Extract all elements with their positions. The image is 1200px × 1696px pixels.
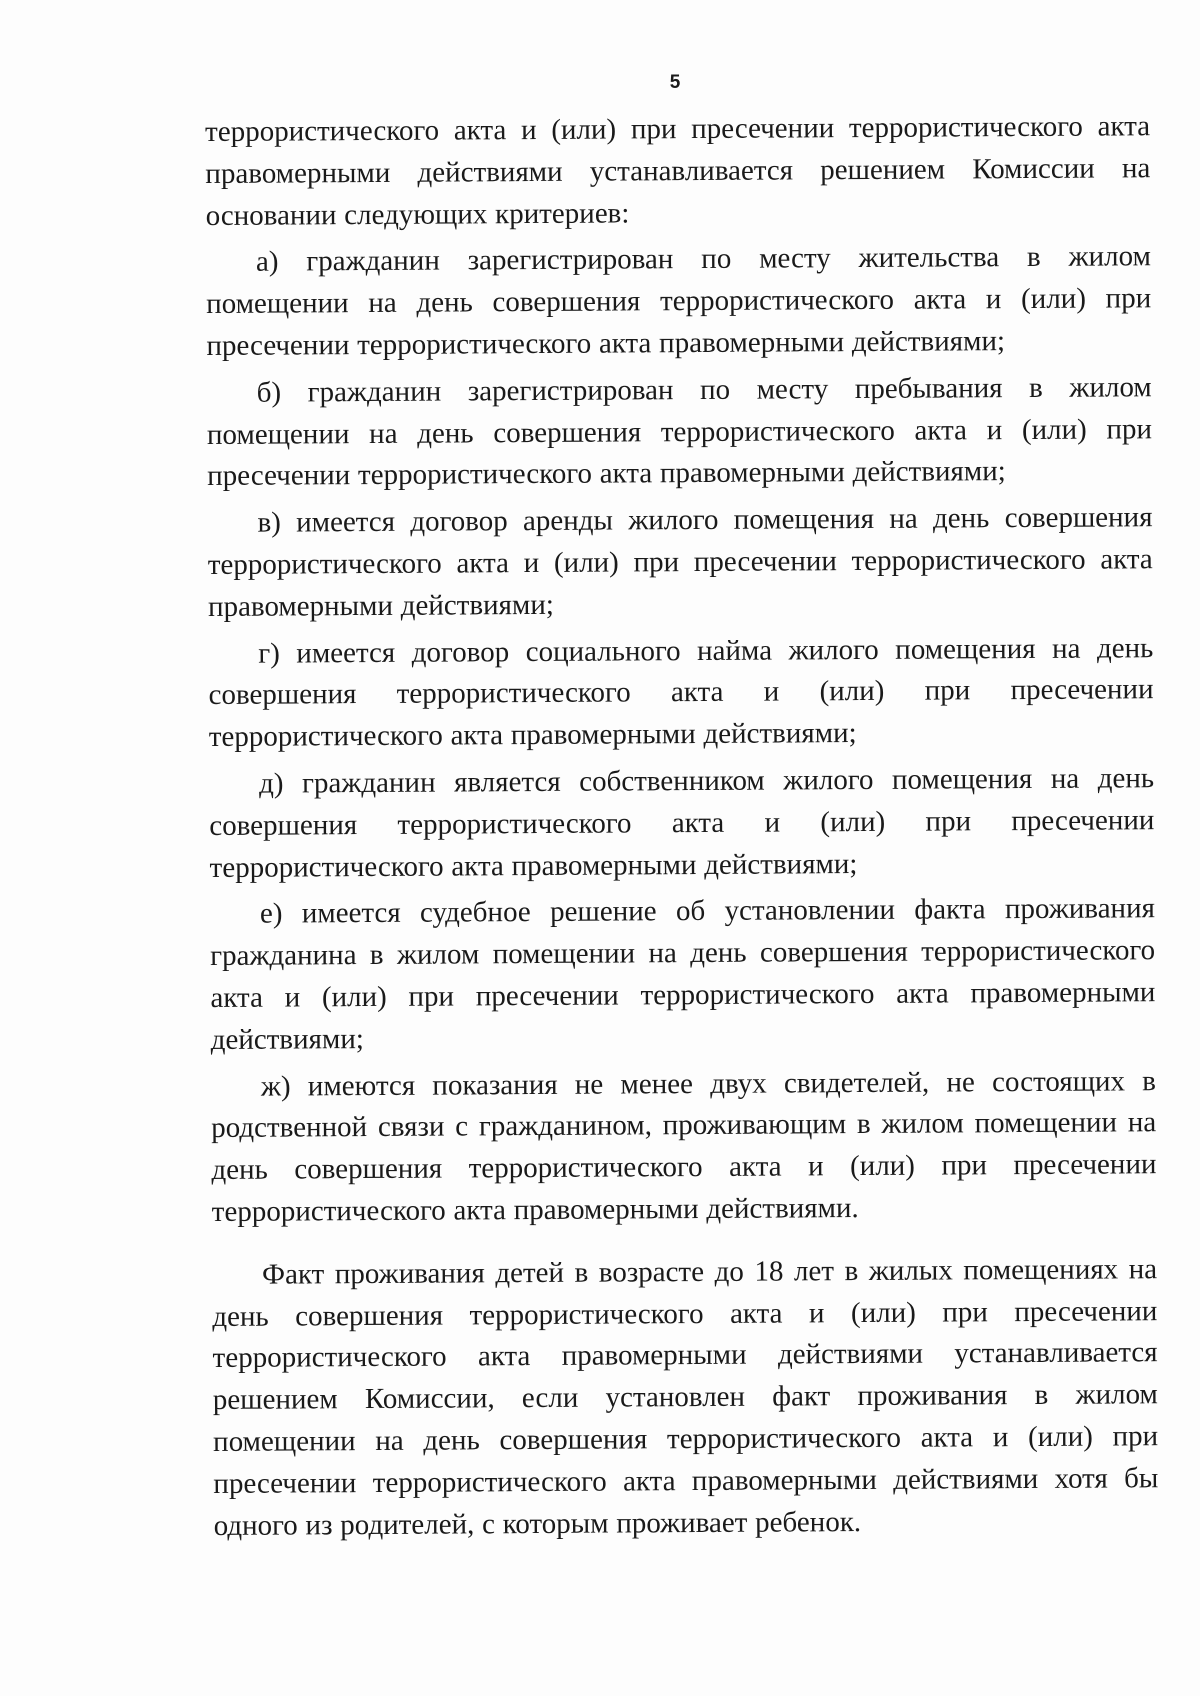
page-number: 5 xyxy=(669,72,681,93)
criterion-item-b: б) гражданин зарегистрирован по месту пребывания в жилом помещении на день совершения террористического акта и (или) при пресечении террористического акта правомерными действиями; xyxy=(206,371,1153,493)
paragraph-intro: террористического акта и (или) при пресечении террористического акта правомерными действиями устанавливается решением Комиссии на основании следующих критериев: xyxy=(205,110,1151,232)
criterion-item-g: г) имеется договор социального найма жилого помещения на день совершения террористического акта и (или) при пресечении террористического акта правомерными действиями; xyxy=(208,631,1154,754)
document-body xyxy=(205,106,1159,1547)
criterion-item-a: а) гражданин зарегистрирован по месту жительства в жилом помещении на день совершения террористического акта и (или) при пресечении террористического акта правомерными действиями; xyxy=(206,240,1152,362)
criterion-item-d: д) гражданин является собственником жилого помещения на день совершения террористического акта и (или) при пресечении террористического акта правомерными действиями; xyxy=(209,762,1155,884)
criterion-item-zh: ж) имеются показания не менее двух свидетелей, не состоящих в родственной связи с гражданином, проживающим в жилом помещении на день совершения террористического акта и (или) при пресечении террористического акта правомерными действиями. xyxy=(211,1064,1157,1228)
paragraph-children-residence: Факт проживания детей в возрасте до 18 лет в жилых помещениях на день совершения террористического акта и (или) при пресечении террористического акта правомерными действиями устанавливается решением Комиссии, если установлен факт проживания в жилом помещении на день совершения террористического акта и (или) при пресечении террористического акта правомерными действиями хотя бы одного из родителей, с которым проживает ребенок. xyxy=(212,1252,1159,1542)
criterion-item-v: в) имеется договор аренды жилого помещения на день совершения террористического акта и (или) при пресечении террористического акта правомерными действиями; xyxy=(207,501,1153,623)
criterion-item-e: е) имеется судебное решение об установлении факта проживания гражданина в жилом помещении на день совершения террористического акта и (или) при пресечении террористического акта правомерными действиями; xyxy=(210,892,1156,1056)
